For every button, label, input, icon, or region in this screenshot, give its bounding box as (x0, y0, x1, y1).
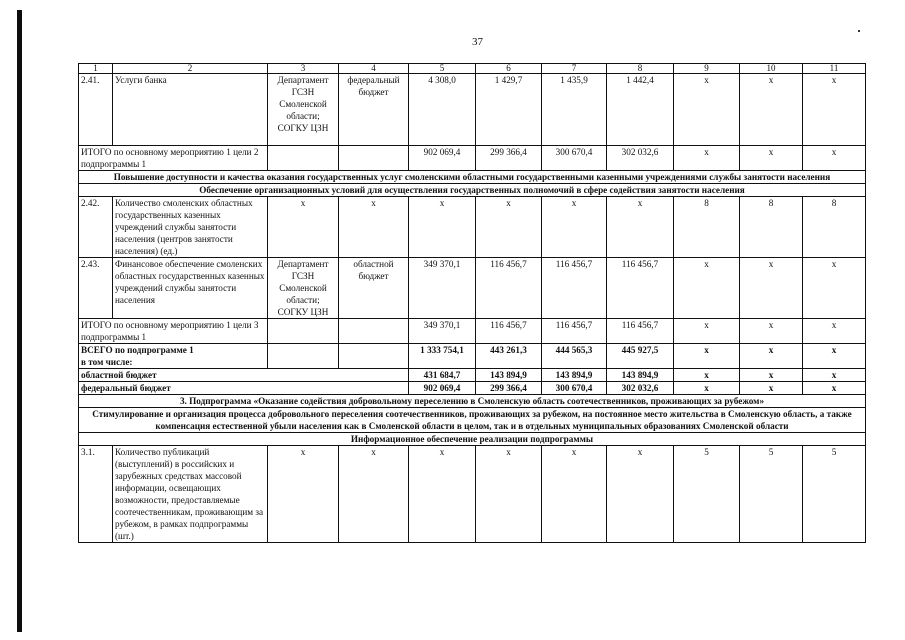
row-value: х (476, 446, 542, 543)
total-label: ИТОГО по основному мероприятию 1 цели 3 подпрограммы 1 (79, 319, 268, 344)
row-value: 8 (674, 197, 740, 258)
empty-cell (268, 146, 339, 171)
section-header: Обеспечение организационных условий для осуществления государственных полномочий в сфере содействия занятости населения (79, 184, 866, 197)
col-header-9: 9 (674, 64, 740, 74)
row-value: 1 442,4 (607, 74, 674, 146)
section-header: Информационное обеспечение реализации подпрограммы (79, 433, 866, 446)
section-header: 3. Подпрограмма «Оказание содействия добровольному переселению в Смоленскую область соотечественников, проживающих за рубежом» (79, 395, 866, 408)
row-value: 300 670,4 (542, 146, 607, 171)
row-value: 300 670,4 (542, 382, 607, 395)
row-funding-source: х (339, 446, 409, 543)
col-header-8: 8 (607, 64, 674, 74)
row-value: х (803, 146, 866, 171)
row-name: Количество публикаций (выступлений) в российских и зарубежных средствах массовой информации, освещающих возможности, предоставляемые соотечественникам, проживающим за рубежом, в рамках подпрограммы (шт.) (113, 446, 268, 543)
row-executor: Департамент ГСЗН Смоленской области; СОГКУ ЦЗН (268, 74, 339, 146)
section-header-row (79, 433, 866, 446)
section-header-row (79, 395, 866, 408)
row-value: 445 927,5 (607, 344, 674, 369)
col-header-7: 7 (542, 64, 607, 74)
row-value: х (740, 74, 803, 146)
row-value: х (674, 344, 740, 369)
row-value: 902 069,4 (409, 382, 476, 395)
section-header-row (79, 184, 866, 197)
row-value: 116 456,7 (607, 319, 674, 344)
row-value: 1 333 754,1 (409, 344, 476, 369)
row-value: х (542, 446, 607, 543)
row-value: х (740, 369, 803, 382)
row-value: х (674, 258, 740, 319)
row-value: 5 (803, 446, 866, 543)
row-value: х (674, 74, 740, 146)
col-header-3: 3 (268, 64, 339, 74)
left-scan-edge (17, 10, 22, 632)
row-value: х (803, 344, 866, 369)
row-value: 8 (803, 197, 866, 258)
row-value: 299 366,4 (476, 146, 542, 171)
row-value: 302 032,6 (607, 146, 674, 171)
grand-total-subtitle: в том числе: (81, 357, 133, 367)
row-value: х (542, 197, 607, 258)
row-value: х (607, 197, 674, 258)
col-header-1: 1 (79, 64, 113, 74)
empty-cell (339, 146, 409, 171)
row-name: Количество смоленских областных государственных казенных учреждений службы занятости населения (центров занятости населения) (ед.) (113, 197, 268, 258)
row-value: х (803, 382, 866, 395)
row-executor: х (268, 446, 339, 543)
row-value: х (409, 446, 476, 543)
grand-total-label (79, 344, 268, 369)
table-row (79, 319, 866, 344)
table-row (79, 258, 866, 319)
budget-table (78, 63, 866, 543)
section-header: Стимулирование и организация процесса добровольного переселения соотечественников, проживающих за рубежом, на постоянное место жительства в Смоленскую область, а также компенсация естественной убыли населения как в Смоленской области в целом, так и в отдельных муниципальных образованиях Смоленской области (79, 408, 866, 433)
row-value: 143 894,9 (542, 369, 607, 382)
row-value: х (476, 197, 542, 258)
col-header-2: 2 (113, 64, 268, 74)
row-value: 902 069,4 (409, 146, 476, 171)
row-value: 349 370,1 (409, 319, 476, 344)
empty-cell (268, 319, 339, 344)
col-header-10: 10 (740, 64, 803, 74)
row-value: 431 684,7 (409, 369, 476, 382)
row-value: 349 370,1 (409, 258, 476, 319)
section-header: Повышение доступности и качества оказания государственных услуг смоленскими областными государственными казенными учреждениями службы занятости населения (79, 171, 866, 184)
row-value: 444 565,3 (542, 344, 607, 369)
row-value: 5 (740, 446, 803, 543)
row-value: х (803, 369, 866, 382)
empty-cell (268, 344, 339, 369)
row-value: 116 456,7 (476, 258, 542, 319)
row-funding-source: областной бюджет (339, 258, 409, 319)
row-funding-source: х (339, 197, 409, 258)
row-value: х (803, 258, 866, 319)
row-value: х (740, 382, 803, 395)
column-number-row (79, 64, 866, 74)
row-name: Финансовое обеспечение смоленских областных государственных казенных учреждений службы занятости населения (113, 258, 268, 319)
row-value: х (674, 319, 740, 344)
grand-total-title: ВСЕГО по подпрограмме 1 (81, 345, 194, 355)
table-row (79, 197, 866, 258)
empty-cell (339, 344, 409, 369)
section-header-row (79, 171, 866, 184)
row-value: 1 429,7 (476, 74, 542, 146)
col-header-6: 6 (476, 64, 542, 74)
row-value: 5 (674, 446, 740, 543)
empty-cell (339, 319, 409, 344)
row-value: х (607, 446, 674, 543)
row-value: 116 456,7 (607, 258, 674, 319)
row-value: 8 (740, 197, 803, 258)
table-row (79, 74, 866, 146)
row-value: х (409, 197, 476, 258)
table-row (79, 382, 866, 395)
row-number: 2.43. (79, 258, 113, 319)
section-header-row (79, 408, 866, 433)
row-value: 116 456,7 (476, 319, 542, 344)
row-value: 443 261,3 (476, 344, 542, 369)
row-value: х (740, 146, 803, 171)
row-number: 3.1. (79, 446, 113, 543)
col-header-5: 5 (409, 64, 476, 74)
table-row (79, 344, 866, 369)
row-value: 116 456,7 (542, 258, 607, 319)
table-row (79, 146, 866, 171)
row-value: 143 894,9 (476, 369, 542, 382)
row-executor: х (268, 197, 339, 258)
row-value: 299 366,4 (476, 382, 542, 395)
row-value: х (740, 258, 803, 319)
row-value: 1 435,9 (542, 74, 607, 146)
row-value: х (740, 344, 803, 369)
row-executor: Департамент ГСЗН Смоленской области; СОГКУ ЦЗН (268, 258, 339, 319)
row-value: х (740, 319, 803, 344)
table-row (79, 369, 866, 382)
row-value: х (674, 382, 740, 395)
col-header-11: 11 (803, 64, 866, 74)
budget-label: федеральный бюджет (79, 382, 409, 395)
row-number: 2.42. (79, 197, 113, 258)
row-value: х (674, 146, 740, 171)
page-number: 37 (472, 36, 483, 48)
row-value: 302 032,6 (607, 382, 674, 395)
row-value: х (803, 74, 866, 146)
total-label: ИТОГО по основному мероприятию 1 цели 2 подпрограммы 1 (79, 146, 268, 171)
row-number: 2.41. (79, 74, 113, 146)
row-value: 4 308,0 (409, 74, 476, 146)
scan-speck (858, 30, 860, 32)
row-name: Услуги банка (113, 74, 268, 146)
table-row (79, 446, 866, 543)
row-value: 116 456,7 (542, 319, 607, 344)
row-value: 143 894,9 (607, 369, 674, 382)
row-value: х (674, 369, 740, 382)
row-funding-source: федеральный бюджет (339, 74, 409, 146)
col-header-4: 4 (339, 64, 409, 74)
row-value: х (803, 319, 866, 344)
budget-label: областной бюджет (79, 369, 409, 382)
